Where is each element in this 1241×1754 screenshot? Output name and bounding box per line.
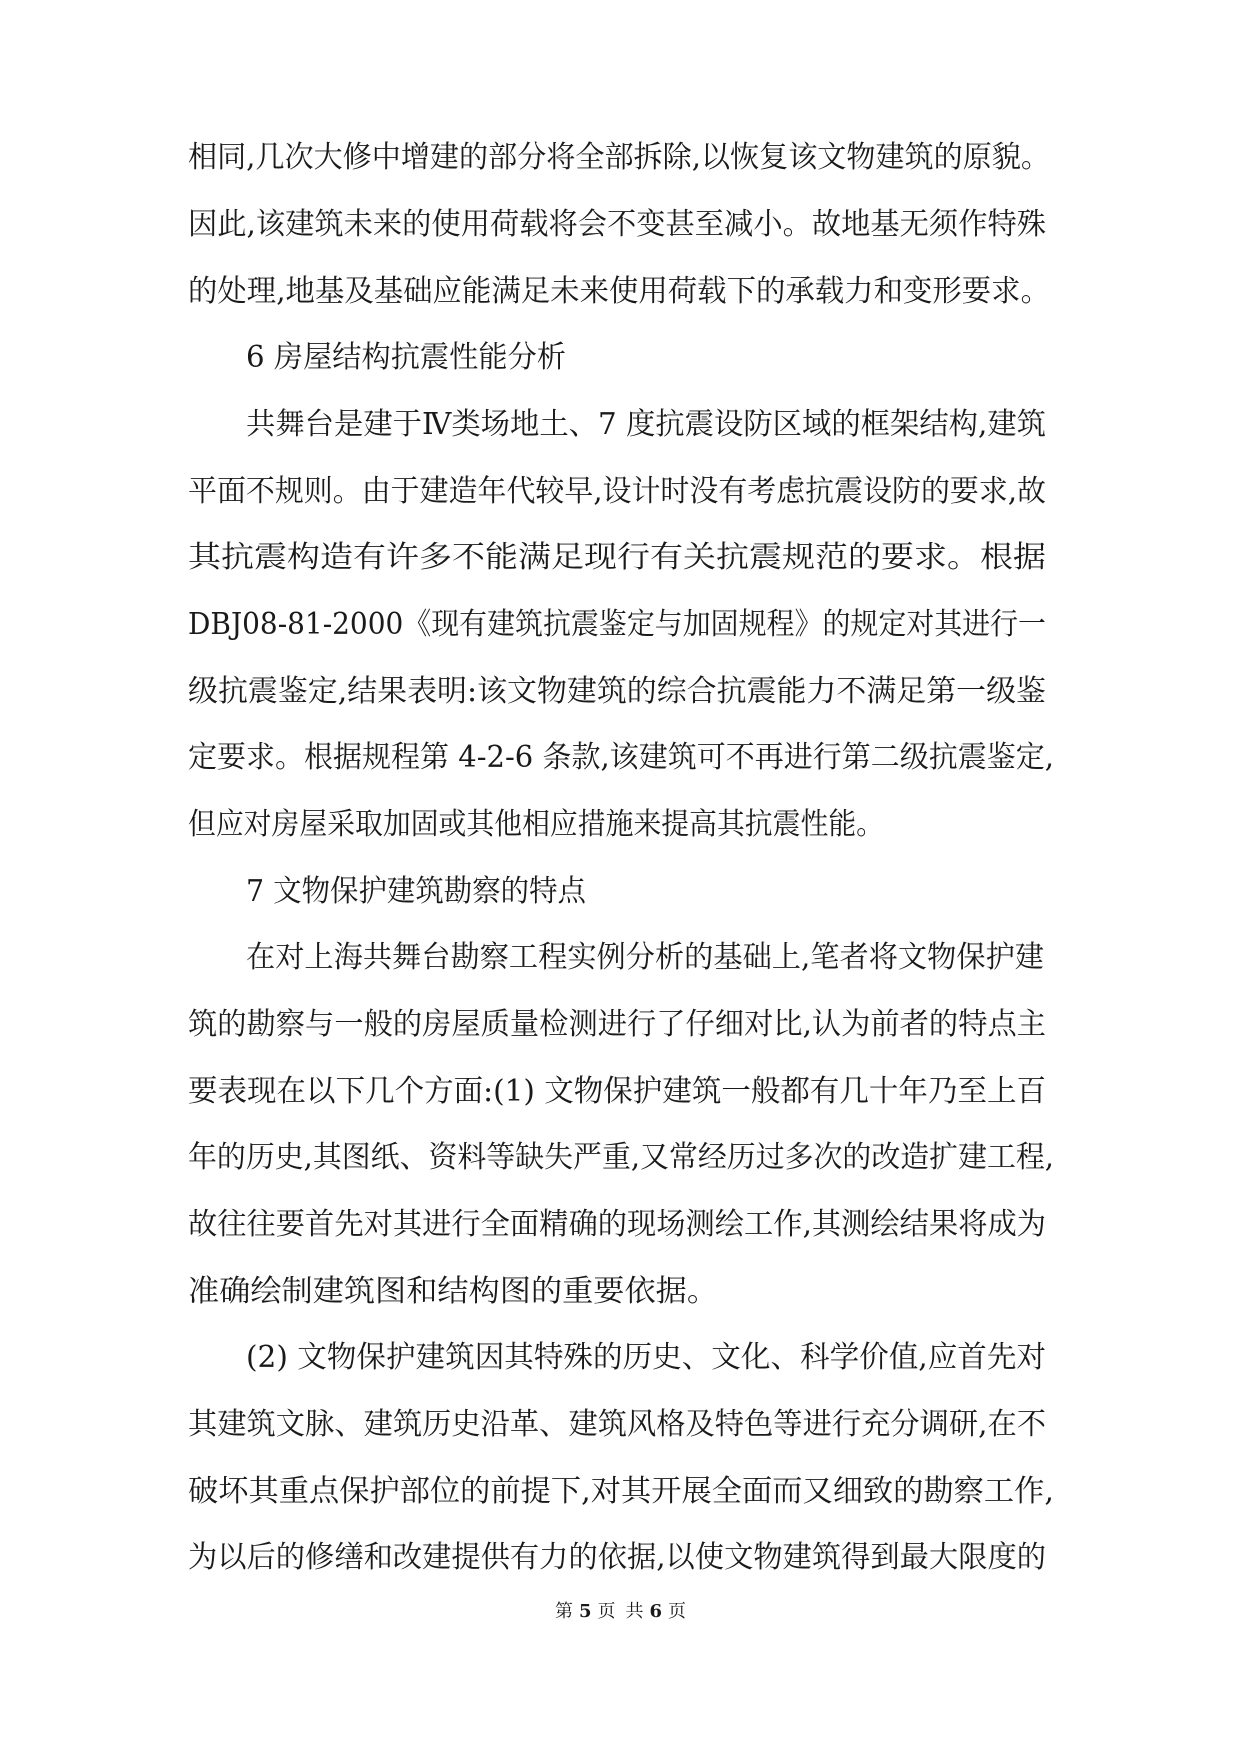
section-heading (0, 338, 1241, 378)
paragraph-line (0, 1005, 1241, 1045)
line-text: DBJ08-81-2000《现有建筑抗震鉴定与加固规程》的规定对其进行一 (188, 607, 1046, 642)
line-text: (2) 文物保护建筑因其特殊的历史、文化、科学价值,应首先对 (246, 1340, 1046, 1375)
paragraph-line (0, 138, 1241, 178)
section-heading (0, 872, 1241, 912)
line-text: 级抗震鉴定,结果表明:该文物建筑的综合抗震能力不满足第一级鉴 (188, 674, 1046, 709)
paragraph-line (0, 1405, 1241, 1445)
line-text: 在对上海共舞台勘察工程实例分析的基础上,笔者将文物保护建 (246, 940, 1044, 975)
line-text: 相同,几次大修中增建的部分将全部拆除,以恢复该文物建筑的原貌。 (188, 140, 1050, 175)
section-heading-text: 7 文物保护建筑勘察的特点 (246, 874, 586, 909)
paragraph-line (0, 1272, 1241, 1312)
paragraph-line (0, 405, 1241, 445)
footer-page-word: 页 (597, 1601, 616, 1622)
line-text: 其抗震构造有许多不能满足现行有关抗震规范的要求。根据 (188, 540, 1046, 575)
paragraph-line (0, 1538, 1241, 1578)
paragraph-line (0, 472, 1241, 512)
line-text: 准确绘制建筑图和结构图的重要依据。 (188, 1274, 718, 1309)
paragraph-line (0, 1072, 1241, 1112)
paragraph-line (0, 938, 1241, 978)
line-text: 因此,该建筑未来的使用荷载将会不变甚至减小。故地基无须作特殊 (188, 207, 1046, 242)
line-text: 筑的勘察与一般的房屋质量检测进行了仔细对比,认为前者的特点主 (188, 1007, 1046, 1042)
line-text: 为以后的修缮和改建提供有力的依据,以使文物建筑得到最大限度的 (188, 1540, 1046, 1575)
paragraph-line (0, 205, 1241, 245)
line-text: 要表现在以下几个方面:(1) 文物保护建筑一般都有几十年乃至上百 (188, 1074, 1046, 1109)
line-text: 故往往要首先对其进行全面精确的现场测绘工作,其测绘结果将成为 (188, 1207, 1046, 1242)
line-text: 的处理,地基及基础应能满足未来使用荷载下的承载力和变形要求。 (188, 274, 1050, 309)
line-text: 其建筑文脉、建筑历史沿革、建筑风格及特色等进行充分调研,在不 (188, 1407, 1046, 1442)
line-text: 但应对房屋采取加固或其他相应措施来提高其抗震性能。 (188, 807, 884, 842)
paragraph-line (0, 538, 1241, 578)
paragraph-line (0, 1472, 1241, 1512)
footer-total-word: 共 (625, 1601, 644, 1622)
section-heading-text: 6 房屋结构抗震性能分析 (246, 340, 566, 375)
line-text: 破坏其重点保护部位的前提下,对其开展全面而又细致的勘察工作, (188, 1474, 1054, 1509)
total-pages-number: 6 (649, 1601, 663, 1622)
paragraph-line (0, 605, 1241, 645)
paragraph-line (0, 272, 1241, 312)
paragraph-line (0, 738, 1241, 778)
footer-prefix: 第 (554, 1601, 573, 1622)
paragraph-line (0, 1205, 1241, 1245)
paragraph-line (0, 672, 1241, 712)
line-text: 共舞台是建于Ⅳ类场地土、7 度抗震设防区域的框架结构,建筑 (246, 407, 1046, 442)
line-text: 年的历史,其图纸、资料等缺失严重,又常经历过多次的改造扩建工程, (188, 1140, 1054, 1175)
page-footer (0, 1597, 1241, 1627)
current-page-number: 5 (578, 1601, 592, 1622)
line-text: 平面不规则。由于建造年代较早,设计时没有考虑抗震设防的要求,故 (188, 474, 1046, 509)
paragraph-line (0, 1338, 1241, 1378)
line-text: 定要求。根据规程第 4-2-6 条款,该建筑可不再进行第二级抗震鉴定, (188, 740, 1054, 775)
footer-suffix: 页 (668, 1601, 687, 1622)
paragraph-line (0, 805, 1241, 845)
paragraph-line (0, 1138, 1241, 1178)
